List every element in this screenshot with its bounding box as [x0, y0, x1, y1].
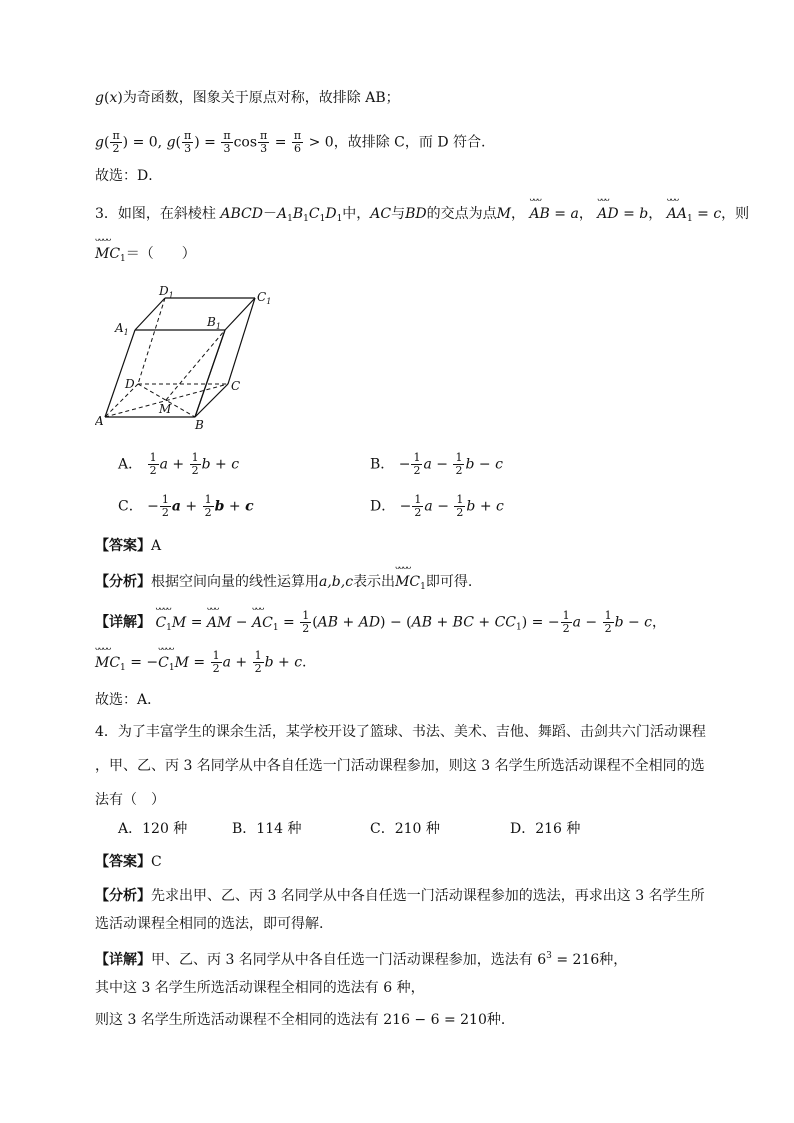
q4-detail-1: 【详解】甲、乙、丙 3 名同学从中各自任选一门活动课程参加，选法有 $6^3 = 216$种，: [95, 951, 628, 968]
q3-option-c[interactable]: C． − $\frac{1}{2}$ a + $\frac{1}{2}$ b + c: [118, 493, 254, 519]
label-B: B: [195, 418, 204, 432]
q4-option-c[interactable]: C．210 种: [370, 821, 440, 837]
prev-line-1: g(x)为奇函数，图象关于原点对称，故排除 AB；: [95, 90, 400, 106]
q3-stem: 3．如图，在斜棱柱 $ABCD-A_1B_1C_1D_1$中，AC与BD的交点为点M， ᴗᴗᴗ AB = a， ᴗᴗᴗ AD = b， ᴗᴗᴗ $AA_1 = c$，则: [95, 194, 750, 224]
q4-analysis-1: 【分析】先求出甲、乙、丙 3 名同学从中各自任选一门活动课程参加的选法，再求出这 3 名学生所: [95, 888, 705, 904]
q4-stem-1: 4．为了丰富学生的课余生活，某学校开设了篮球、书法、美术、吉他、舞蹈、击剑共六门活动课程: [95, 724, 706, 740]
q4-option-b[interactable]: B．114 种: [232, 821, 302, 837]
q4-stem-3: 法有（ ）: [95, 792, 165, 808]
prev-line-2: g( $\frac{\pi}{2}$ ) = 0, g( $\frac{\pi}{3}$ ) = $\frac{\pi}{3}$ cos $\frac{\pi}{3}$ = $\frac{\pi}{6}$ > 0，故排除 C，而 D 符合.: [95, 129, 486, 155]
label-D: D: [125, 377, 135, 391]
label-A1: $A_1$: [115, 321, 129, 337]
prev-conclusion: 故选：D．: [95, 168, 163, 184]
label-C1: $C_1$: [257, 290, 272, 306]
label-M: M: [159, 402, 172, 416]
label-B1: $B_1$: [207, 315, 221, 331]
q4-option-d[interactable]: D．216 种: [510, 821, 581, 837]
prism-figure: [95, 282, 285, 432]
label-A: A: [95, 414, 104, 428]
q3-detail-2: ᴗᴗᴗᴗ $MC_1$ = − ᴗᴗᴗᴗ $C_1M$ = $\frac{1}{2}$ a + $\frac{1}{2}$ b + c.: [95, 642, 307, 675]
q3-option-d[interactable]: D． − $\frac{1}{2}$ a − $\frac{1}{2}$ b + c: [370, 493, 504, 519]
label-D1: $D_1$: [159, 284, 174, 300]
q4-detail-3: 则这 3 名学生所选活动课程不全相同的选法有 216 − 6 = 210种．: [95, 1012, 515, 1028]
q3-option-a[interactable]: A． $\frac{1}{2}$ a + $\frac{1}{2}$ b + c: [118, 451, 240, 477]
q3-option-b[interactable]: B． − $\frac{1}{2}$ a − $\frac{1}{2}$ b − c: [370, 451, 503, 477]
q3-conclusion: 故选：A．: [95, 692, 162, 708]
q3-stem-line2: ᴗᴗᴗᴗ $MC_1=$（ ）: [95, 234, 196, 264]
label-C: C: [231, 379, 241, 393]
q4-option-a[interactable]: A．120 种: [118, 821, 188, 837]
q3-analysis: 【分析】根据空间向量的线性运算用a,b,c表示出 ᴗᴗᴗᴗ $MC_1$即可得.: [95, 562, 473, 592]
q3-detail-1: 【详解】 ᴗᴗᴗᴗ $C_1M$ = ᴗᴗᴗ AM − ᴗᴗᴗ $AC_1$ = $\frac{1}{2}$ (AB + AD) − (AB + BC + $CC_1$) = − $\frac{1}{2}$ a − $\frac{1}{2}$ b − c，: [95, 602, 667, 635]
q4-stem-2: ，甲、乙、丙 3 名同学从中各自任选一门活动课程参加，则这 3 名学生所选活动课程不全相同的选: [95, 758, 705, 774]
q4-answer: 【答案】C: [95, 854, 162, 870]
q3-answer: 【答案】A: [95, 538, 162, 554]
q4-detail-2: 其中这 3 名学生所选活动课程全相同的选法有 6 种，: [95, 980, 425, 996]
q4-analysis-2: 选活动课程全相同的选法，即可得解.: [95, 916, 324, 932]
